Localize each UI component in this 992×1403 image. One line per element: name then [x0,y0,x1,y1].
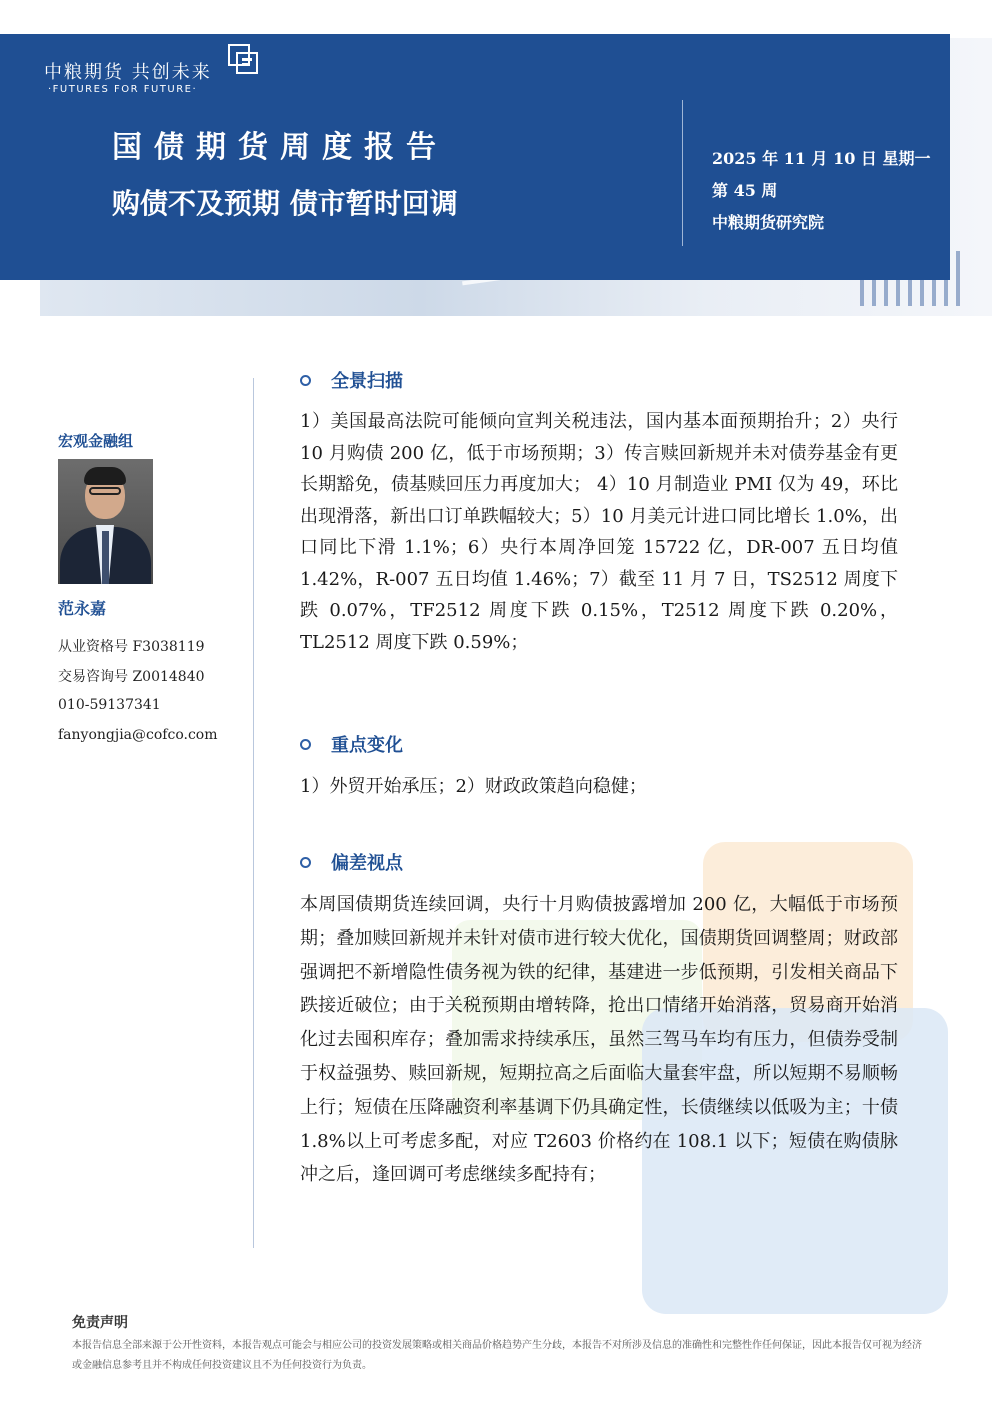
brand-slogan: ·FUTURES FOR FUTURE· [48,84,198,95]
brand-name: 中粮期货 共创未来 [44,62,212,83]
section-overview-text: 1）美国最高法院可能倾向宣判关税违法，国内基本面预期抬升；2）央行 10 月购债 200 亿，低于市场预期；3）传言赎回新规并未对债券基金有更长期豁免，债基赎回压力再度加大； 4）10 月制造业 PMI 仅为 49，环比出现滑落，新出口订单跌幅较大；5）10 月美元计进口同比增长 1.0%，出口同比下滑 1.1%；6）央行本周净回笼 15722 亿，DR-007 五日均值 1.42%，R-007 五日均值 1.46%；7）截至 11 月 7 日，TS2512 周度下跌 0.07%，TF2512 周度下跌 0.15%，T2512 周度下跌 0.20%，TL2512 周度下跌 0.59%； [300,411,898,653]
column-divider [253,378,254,1248]
section-view-header [300,851,403,873]
section-overview-header [300,369,403,391]
section-title: 重点变化 [331,735,403,756]
disclaimer-title: 免责声明 [72,1315,128,1331]
author-consult-number: 交易咨询号 Z0014840 [58,669,205,685]
header-divider [682,100,683,246]
report-subtitle: 购债不及预期 债市暂时回调 [112,187,458,220]
author-photo [58,459,153,584]
bullet-circle-icon [300,375,311,386]
disclaimer-text: 本报告信息全部来源于公开性资料，本报告观点可能会与相应公司的投资发展策略或相关商品价格趋势产生分歧，本报告不对所涉及信息的准确性和完整性作任何保证，因此本报告仅可视为经济或金融信息参考且并不构成任何投资建议且不为任何投资行为负责。 [72,1340,922,1371]
bullet-circle-icon [300,857,311,868]
section-title: 偏差视点 [331,853,403,874]
bullet-circle-icon [300,739,311,750]
report-institute: 中粮期货研究院 [712,213,825,232]
author-group: 宏观金融组 [58,432,134,450]
author-phone: 010-59137341 [58,697,161,713]
report-date: 2025 年 11 月 10 日 星期一 [712,149,931,168]
section-changes-header [300,733,403,755]
author-email[interactable]: fanyongjia@cofco.com [58,727,218,743]
section-title: 全景扫描 [331,371,403,392]
section-view-text: 本周国债期货连续回调，央行十月购债披露增加 200 亿，大幅低于市场预期；叠加赎回新规并未针对债市进行较大优化，国债期货回调整周；财政部强调把不新增隐性债务视为铁的纪律，基建进一步低预期，引发相关商品下跌接近破位；由于关税预期由增转降，抢出口情绪开始消落，贸易商开始消化过去囤积库存；叠加需求持续承压，虽然三驾马车均有压力，但债券受制于权益强势、赎回新规，短期拉高之后面临大量套牢盘，所以短期不易顺畅上行；短债在压降融资利率基调下仍具确定性，长债继续以低吸为主；十债 1.8%以上可考虑多配，对应 T2603 价格约在 108.1 以下；短债在购债脉冲之后，逢回调可考虑继续多配持有； [300,894,898,1186]
section-changes-text: 1）外贸开始承压；2）财政政策趋向稳健； [300,776,647,797]
author-qualification: 从业资格号 F3038119 [58,639,205,655]
report-week: 第 45 周 [712,181,778,200]
report-title: 国债期货周度报告 [112,130,448,165]
brand-logo-icon [228,44,258,74]
author-name: 范永嘉 [58,599,107,618]
